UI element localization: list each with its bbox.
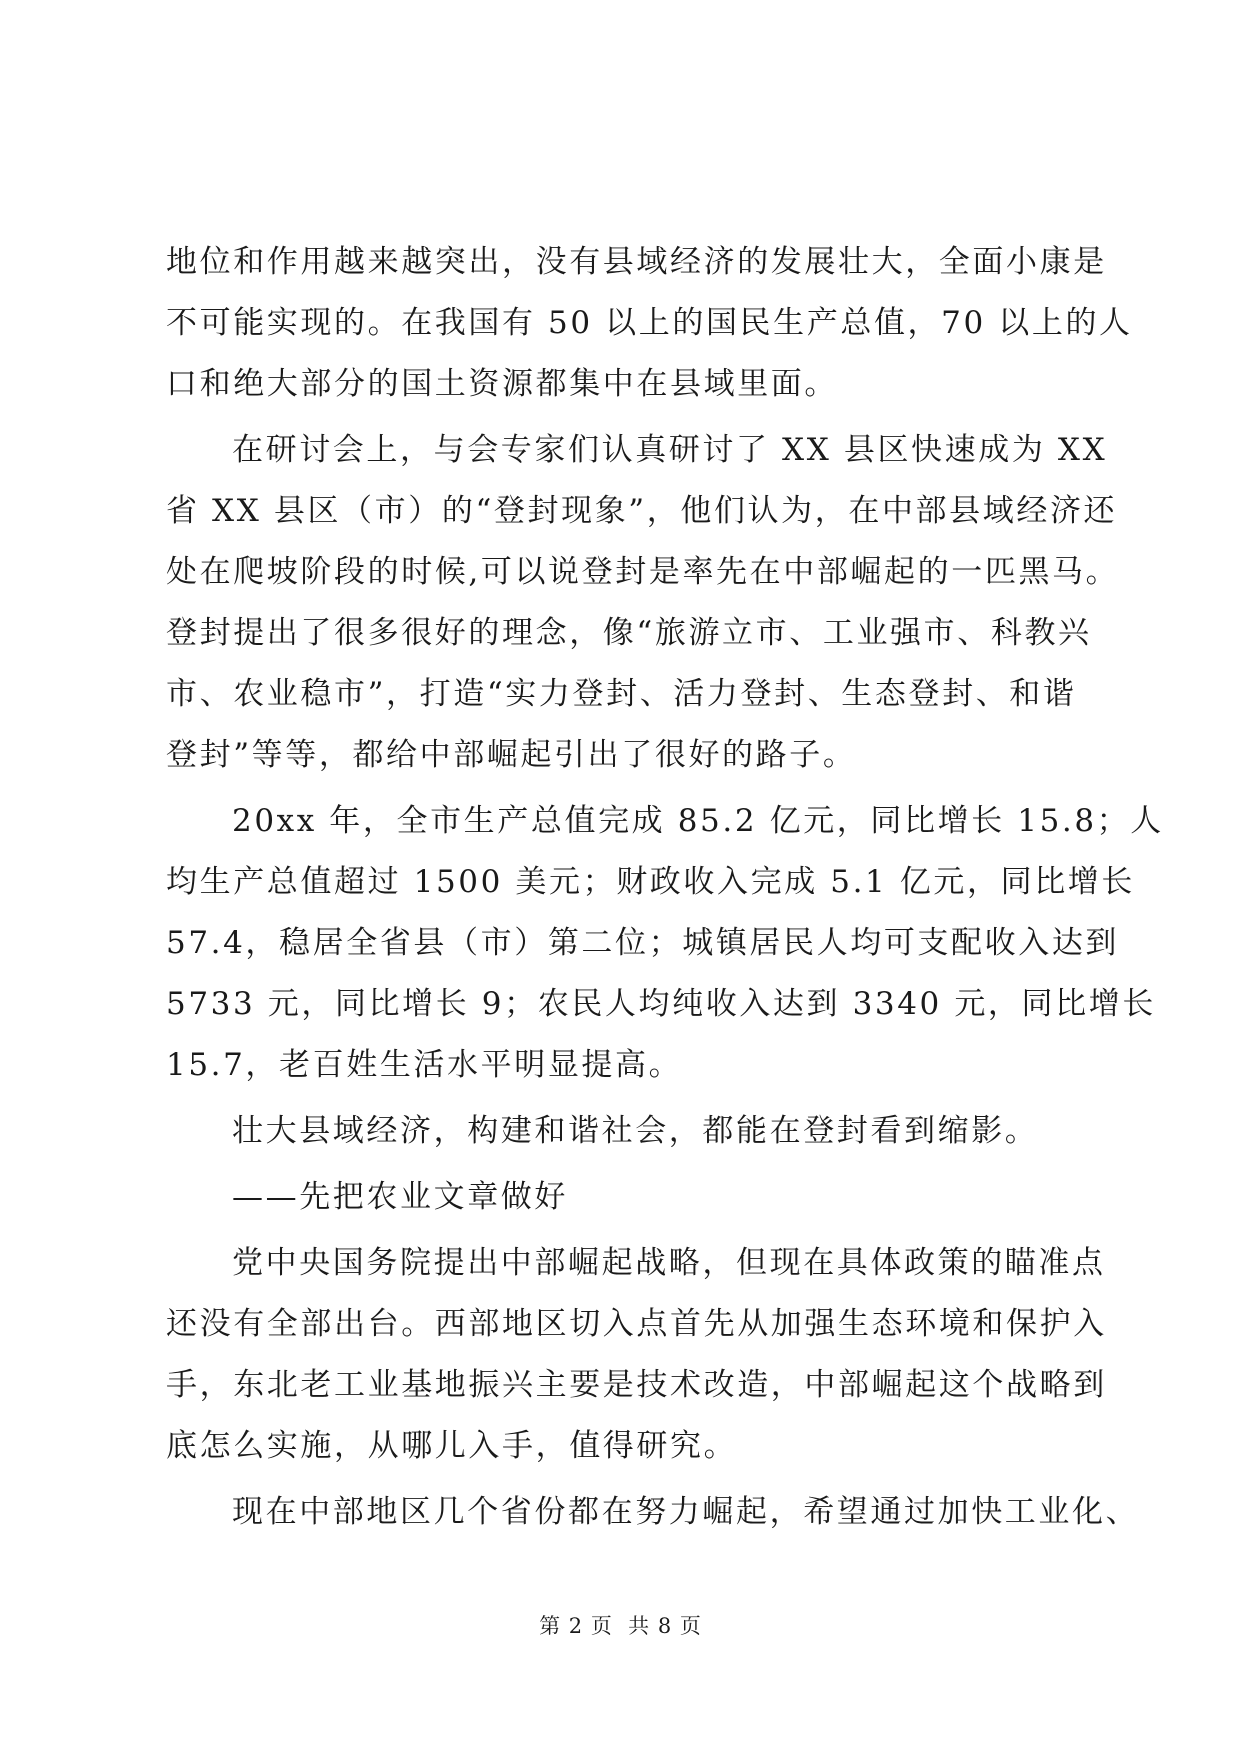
text-line: 省 XX 县区（市）的“登封现象”，他们认为，在中部县域经济还 — [166, 493, 1118, 529]
text-line: 地位和作用越来越突出，没有县域经济的发展壮大，全面小康是 — [166, 244, 1107, 280]
paragraph — [166, 1101, 1076, 1162]
text-line: 党中央国务院提出中部崛起战略，但现在具体政策的瞄准点 — [232, 1245, 1106, 1281]
text-line: 现在中部地区几个省份都在努力崛起，希望通过加快工业化、 — [232, 1494, 1140, 1530]
text-line: 底怎么实施，从哪儿入手，值得研究。 — [166, 1428, 738, 1464]
paragraph — [166, 1167, 1076, 1228]
text-line: 15.7，老百姓生活水平明显提高。 — [166, 1047, 683, 1083]
text-line: 市、农业稳市”，打造“实力登封、活力登封、生态登封、和谐 — [166, 676, 1077, 712]
text-line: 口和绝大部分的国土资源都集中在县域里面。 — [166, 366, 838, 402]
text-line: 20xx 年，全市生产总值完成 85.2 亿元，同比增长 15.8；人 — [232, 803, 1164, 839]
text-line: ——先把农业文章做好 — [232, 1179, 568, 1215]
text-line: 在研讨会上，与会专家们认真研讨了 XX 县区快速成为 XX — [232, 432, 1108, 468]
page-footer: 第 2 页 共 8 页 — [539, 1614, 702, 1638]
text-line: 登封提出了很多很好的理念，像“旅游立市、工业强市、科教兴 — [166, 615, 1092, 651]
text-line: 5733 元，同比增长 9；农民人均纯收入达到 3340 元，同比增长 — [166, 986, 1156, 1022]
paragraph — [166, 232, 1133, 415]
text-line: 处在爬坡阶段的时候,可以说登封是率先在中部崛起的一匹黑马。 — [166, 554, 1120, 590]
paragraph — [166, 1482, 1140, 1543]
paragraph — [166, 791, 1164, 1096]
text-line: 均生产总值超过 1500 美元；财政收入完成 5.1 亿元，同比增长 — [166, 864, 1136, 900]
text-line: 不可能实现的。在我国有 50 以上的国民生产总值，70 以上的人 — [166, 305, 1133, 341]
text-line: 还没有全部出台。西部地区切入点首先从加强生态环境和保护入 — [166, 1306, 1107, 1342]
text-line: 登封”等等，都给中部崛起引出了很好的路子。 — [166, 737, 857, 773]
text-line: 手，东北老工业基地振兴主要是技术改造，中部崛起这个战略到 — [166, 1367, 1107, 1403]
paragraph — [166, 420, 1120, 786]
text-line: 57.4，稳居全省县（市）第二位；城镇居民人均可支配收入达到 — [166, 925, 1120, 961]
text-line: 壮大县域经济，构建和谐社会，都能在登封看到缩影。 — [232, 1113, 1039, 1149]
document-body — [166, 232, 1164, 1543]
paragraph — [166, 1233, 1107, 1477]
